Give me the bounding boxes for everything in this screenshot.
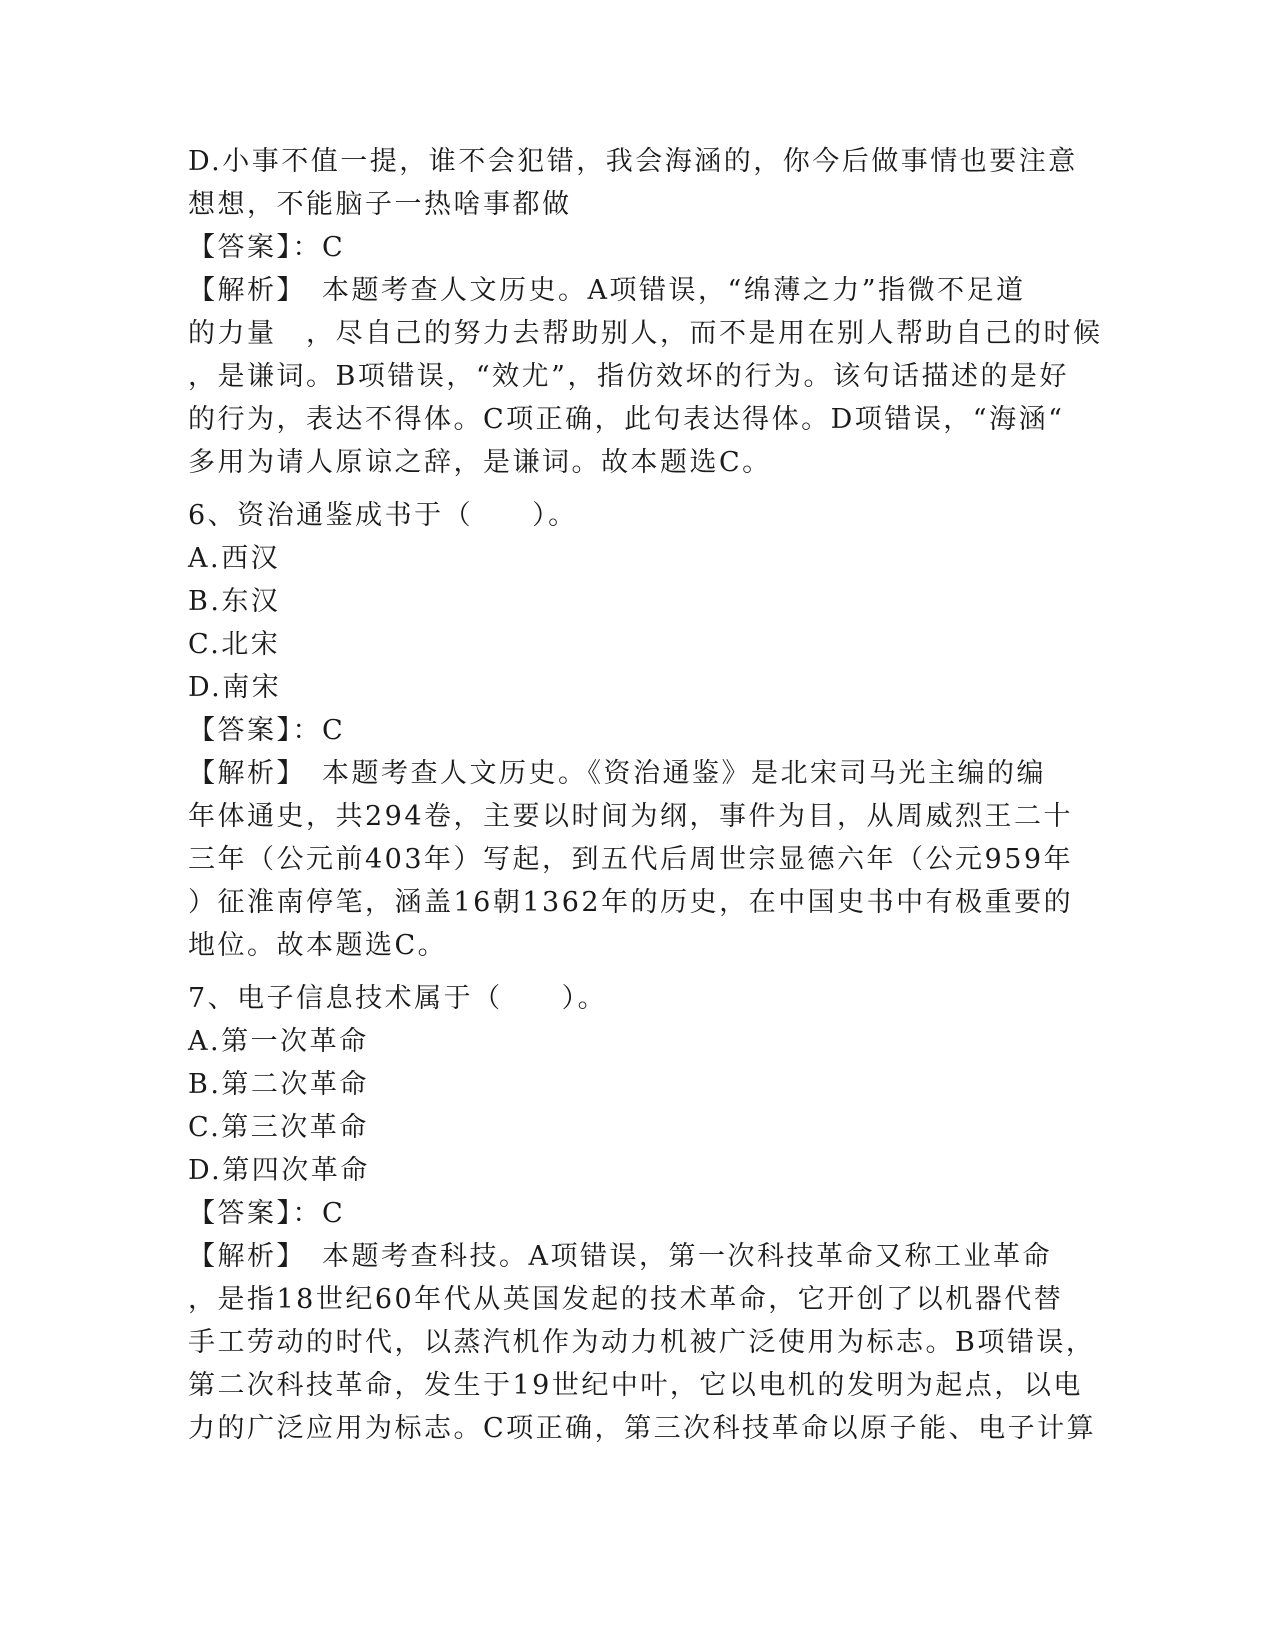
question-stem: 6、资治通鉴成书于（ ）。 bbox=[188, 500, 578, 531]
option-a: A.西汉 bbox=[188, 543, 281, 574]
explanation-line: ，是谦词。B项错误，“效尤”，指仿效坏的行为。该句话描述的是好 bbox=[188, 361, 1069, 392]
explanation-line: 【解析】 本题考查科技。A项错误，第一次科技革命又称工业革命 bbox=[188, 1241, 1052, 1272]
answer-line: 【答案】：C bbox=[188, 715, 346, 746]
question-6 bbox=[188, 494, 1088, 967]
option-a: A.第一次革命 bbox=[188, 1026, 369, 1057]
question-5-tail bbox=[188, 140, 1103, 484]
explanation-line: 多用为请人原谅之辞，是谦词。故本题选C。 bbox=[188, 447, 772, 478]
option-d: D.南宋 bbox=[188, 672, 282, 703]
option-c: C.第三次革命 bbox=[188, 1112, 369, 1143]
explanation-line: 的力量 ，尽自己的努力去帮助别人，而不是用在别人帮助自己的时候 bbox=[188, 318, 1103, 349]
explanation-line: 第二次科技革命，发生于19世纪中叶，它以电机的发明为起点，以电 bbox=[188, 1370, 1083, 1401]
answer-line: 【答案】：C bbox=[188, 232, 346, 263]
question-stem: 7、电子信息技术属于（ ）。 bbox=[188, 983, 608, 1014]
option-d: D.第四次革命 bbox=[188, 1155, 370, 1186]
document-page bbox=[188, 140, 1103, 1450]
option-d-line: D.小事不值一提，谁不会犯错，我会海涵的，你今后做事情也要注意 bbox=[188, 146, 1078, 177]
explanation-line: ，是指18世纪60年代从英国发起的技术革命，它开创了以机器代替 bbox=[188, 1284, 1064, 1315]
explanation-line: 【解析】 本题考查人文历史。《资治通鉴》是北宋司马光主编的编 bbox=[188, 758, 1046, 789]
option-d-line: 想想，不能脑子一热啥事都做 bbox=[188, 189, 572, 220]
option-b: B.第二次革命 bbox=[188, 1069, 369, 1100]
explanation-line: 年体通史，共294卷，主要以时间为纲，事件为目，从周威烈王二十 bbox=[188, 801, 1074, 832]
option-b: B.东汉 bbox=[188, 586, 281, 617]
explanation-line: 【解析】 本题考查人文历史。A项错误，“绵薄之力”指微不足道 bbox=[188, 275, 1026, 306]
explanation-line: 力的广泛应用为标志。C项正确，第三次科技革命以原子能、电子计算 bbox=[188, 1413, 1097, 1444]
explanation-line: 的行为，表达不得体。C项正确，此句表达得体。D项错误，“海涵“ bbox=[188, 404, 1065, 435]
answer-line: 【答案】：C bbox=[188, 1198, 346, 1229]
explanation-line: 地位。故本题选C。 bbox=[188, 930, 448, 961]
option-c: C.北宋 bbox=[188, 629, 281, 660]
explanation-line: ）征淮南停笔，涵盖16朝1362年的历史，在中国史书中有极重要的 bbox=[188, 887, 1074, 918]
explanation-line: 手工劳动的时代，以蒸汽机作为动力机被广泛使用为标志。B项错误， bbox=[188, 1327, 1096, 1358]
question-7 bbox=[188, 977, 1097, 1450]
explanation-line: 三年（公元前403年）写起，到五代后周世宗显德六年（公元959年 bbox=[188, 844, 1074, 875]
